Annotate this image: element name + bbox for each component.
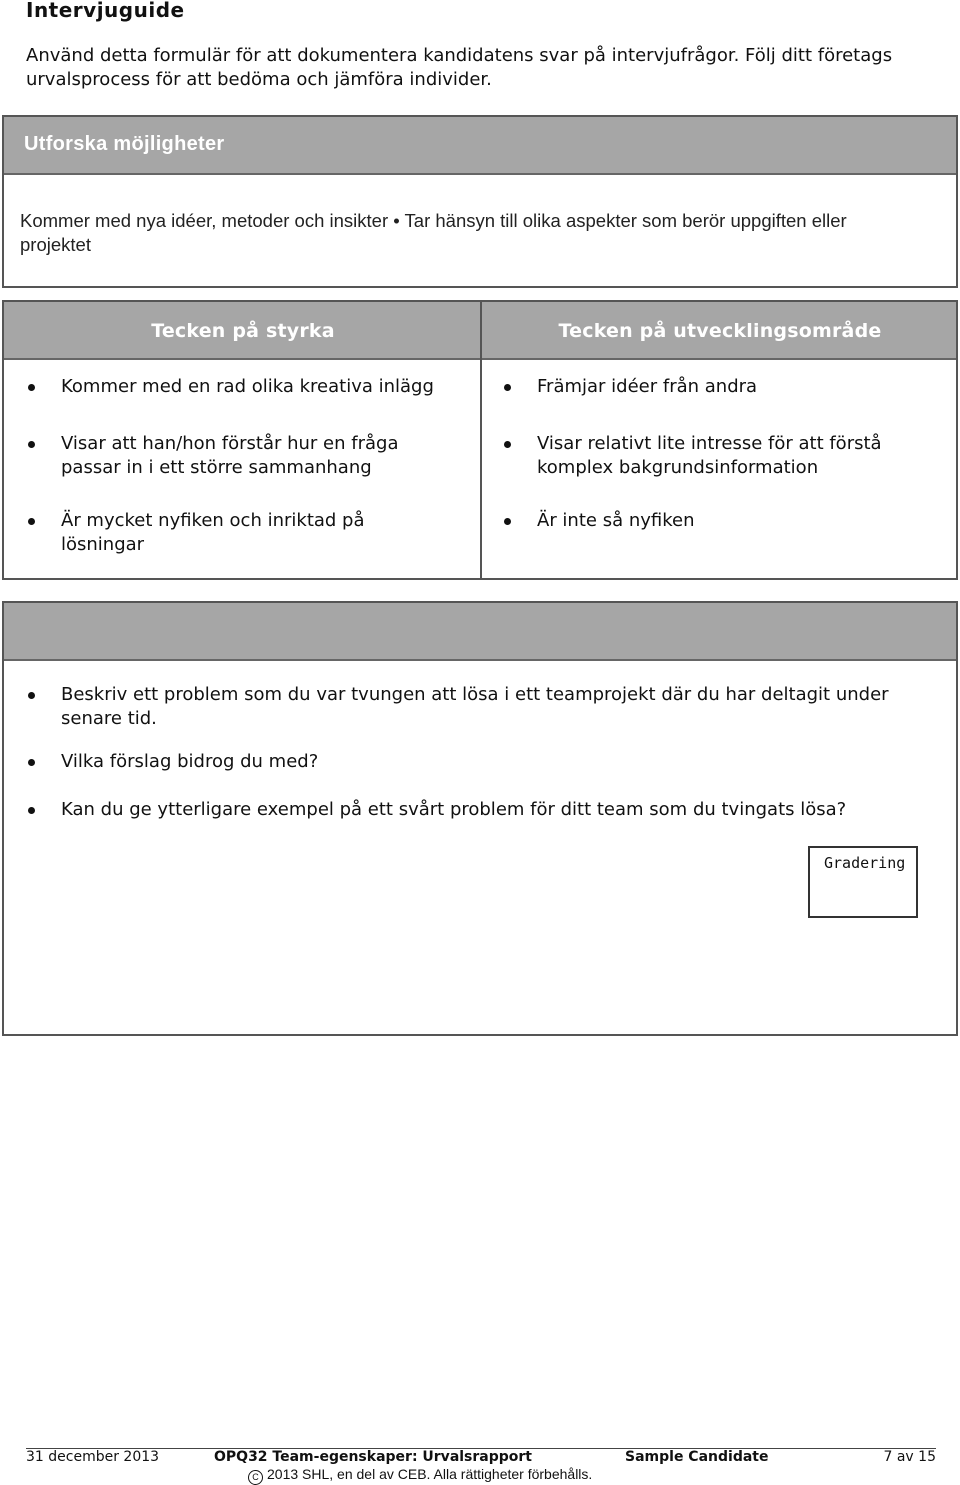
footer-page-number: 7 av 15 bbox=[883, 1449, 936, 1465]
copyright-icon: C bbox=[248, 1470, 263, 1485]
bullet-icon bbox=[28, 441, 35, 448]
development-header: Tecken på utvecklingsområde bbox=[558, 320, 882, 342]
bullet-icon bbox=[28, 692, 35, 699]
indicators-table: Tecken på styrka Tecken på utvecklingsområde Kommer med en rad olika kreativa inlägg Visar att han/hon förstår hur en fråga passar in i ett större sammanhang Är mycket nyfiken och inriktad på lösningar Främjar idéer från andra Visar relativt lite intresse för att förstå komplex bakgrundsinformation Är inte så nyfiken bbox=[2, 300, 958, 580]
bullet-icon bbox=[504, 384, 511, 391]
grading-label: Gradering bbox=[824, 854, 906, 872]
bullet-icon bbox=[28, 759, 35, 766]
competency-box bbox=[2, 115, 958, 288]
footer-copyright bbox=[248, 1466, 592, 1485]
footer-date: 31 december 2013 bbox=[26, 1449, 160, 1465]
bullet-icon bbox=[504, 518, 511, 525]
column-divider bbox=[480, 302, 482, 578]
competency-description: Kommer med nya idéer, metoder och insikter • Tar hänsyn till olika aspekter som berör uppgiften eller projektet bbox=[20, 210, 847, 255]
page-title: Intervjuguide bbox=[26, 0, 185, 22]
footer-copyright-text: 2013 SHL, en del av CEB. Alla rättigheter förbehålls. bbox=[267, 1466, 593, 1482]
strength-header: Tecken på styrka bbox=[151, 320, 335, 342]
bullet-icon bbox=[504, 441, 511, 448]
bullet-icon bbox=[28, 384, 35, 391]
competency-title: Utforska möjligheter bbox=[4, 117, 956, 175]
bullet-icon bbox=[28, 807, 35, 814]
grading-field[interactable] bbox=[808, 846, 918, 918]
footer-report-title: OPQ32 Team-egenskaper: Urvalsrapport bbox=[214, 1449, 533, 1465]
questions-header bbox=[4, 603, 956, 661]
page-footer bbox=[26, 1448, 936, 1484]
bullet-icon bbox=[28, 518, 35, 525]
intro-text: Använd detta formulär för att dokumentera kandidatens svar på intervjufrågor. Följ ditt företags urvalsprocess för att bedöma och jämföra individer. bbox=[26, 45, 893, 90]
footer-candidate: Sample Candidate bbox=[625, 1449, 769, 1465]
questions-box: Beskriv ett problem som du var tvungen att lösa i ett teamprojekt där du har deltagit under senare tid. Vilka förslag bidrog du med? Kan du ge ytterligare exempel på ett svårt problem för ditt team som du tvingats lösa? Gradering bbox=[2, 601, 958, 1036]
